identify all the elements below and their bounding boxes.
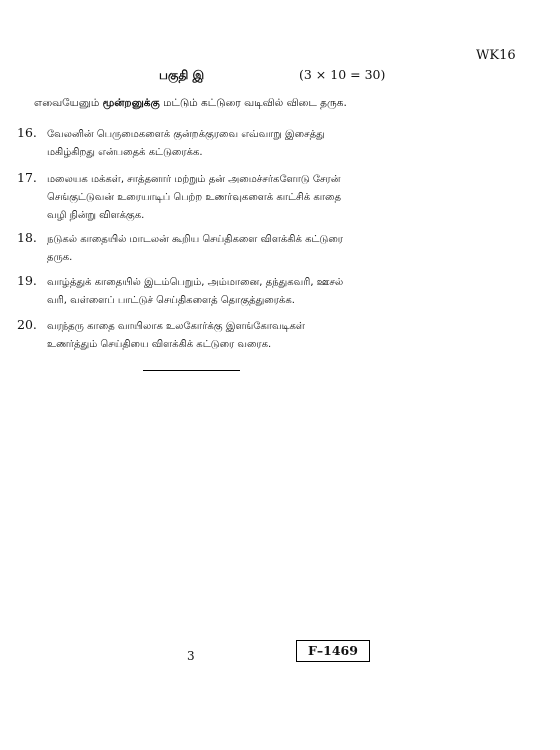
question-number: 20. <box>17 317 37 332</box>
instruction-suffix: மட்டும் கட்டுரை வடிவில் விடை தருக. <box>159 97 347 109</box>
question-line: மலையக மக்கள், சாத்தனார் மற்றும் தன் அமைச்சர்களோடு சேரன் <box>47 174 341 185</box>
question-line: தருக. <box>47 252 73 263</box>
question-text <box>47 171 387 225</box>
question-number: 17. <box>17 170 37 185</box>
section-title: பகுதி இ <box>159 68 205 82</box>
instruction-prefix: எவையேனும் <box>34 97 103 109</box>
instruction-bold: மூன்றனுக்கு <box>102 97 160 109</box>
question-line: உணர்த்தும் செய்தியை விளக்கிக் கட்டுரை வரைக. <box>47 339 272 350</box>
question-text <box>47 318 387 354</box>
section-marks: (3 × 10 = 30) <box>299 67 386 82</box>
question-line: மகிழ்கிறது என்பதைக் கட்டுரைக்க. <box>47 147 203 158</box>
page-number: 3 <box>187 649 195 663</box>
question-text <box>47 126 387 162</box>
question-line: வேலனின் பெருமைகளைக் குன்றக்குரவை எவ்வாறு இசைத்து <box>47 129 325 140</box>
question-line: நடுகல் காதையில் மாடலன் கூறிய செய்திகளை விளக்கிக் கட்டுரை <box>47 234 343 245</box>
question-line: வரந்தரு காதை வாயிலாக உலகோர்க்கு இளங்கோவடிகள் <box>47 321 305 332</box>
question-number: 16. <box>17 125 37 140</box>
question-text <box>47 231 387 267</box>
instruction-text <box>34 97 347 110</box>
paper-code-top: WK16 <box>476 48 516 63</box>
end-rule <box>143 370 240 371</box>
question-text <box>47 274 387 310</box>
question-number: 19. <box>17 273 37 288</box>
question-line: வாழ்த்துக் காதையில் இடம்பெறும், அம்மானை, தந்துகவரி, ஊசல் <box>47 277 344 288</box>
question-line: வரி, வள்ளைப் பாட்டுச் செய்திகளைத் தொகுத்துரைக்க. <box>47 295 295 306</box>
paper-code-box: F–1469 <box>296 640 370 662</box>
question-line: செங்குட்டுவன் உரையாடிப் பெற்ற உணர்வுகளைக் காட்சிக் காதை <box>47 192 341 203</box>
question-number: 18. <box>17 230 37 245</box>
question-line: வழி நின்று விளக்குக. <box>47 210 145 221</box>
